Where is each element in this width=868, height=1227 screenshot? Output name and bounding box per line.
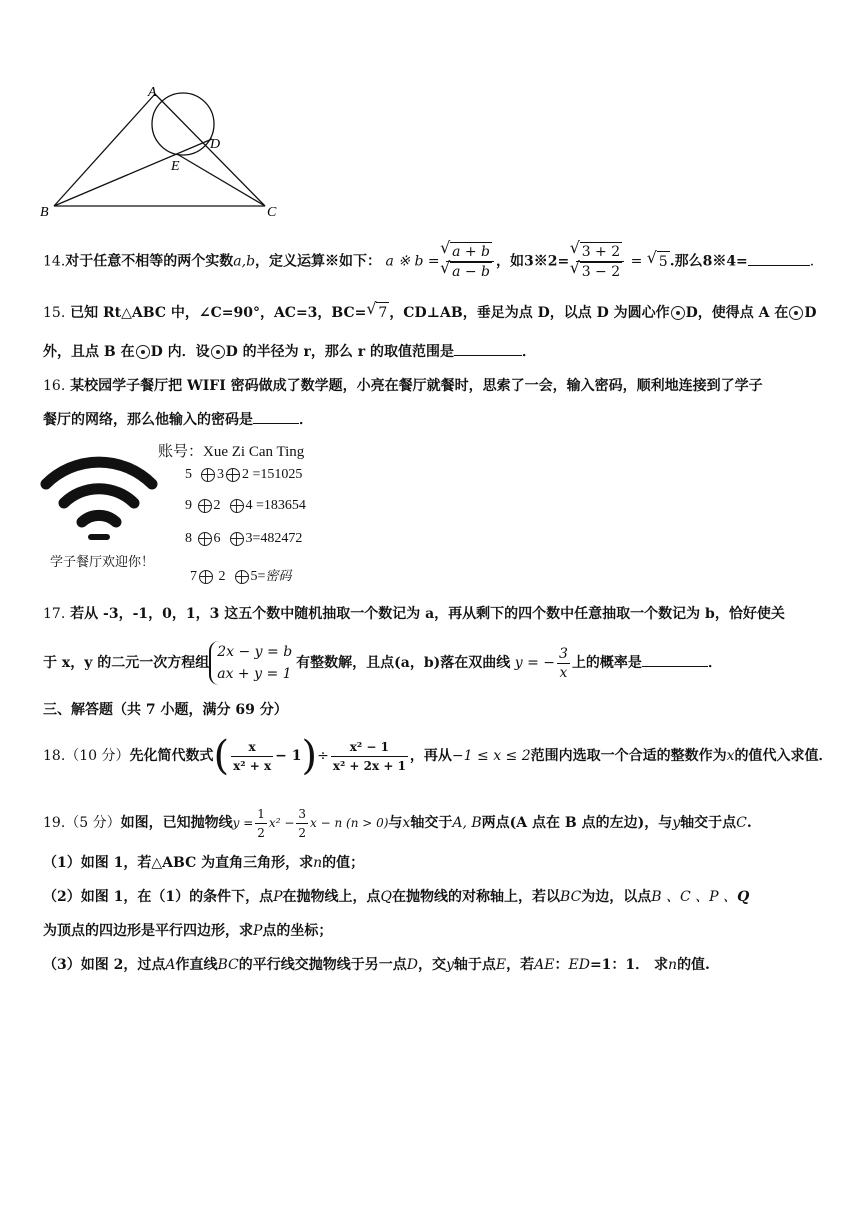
q19-p3c: 的平行线交抛物线于另一点 [238, 957, 407, 973]
circle-dot-icon [671, 306, 685, 320]
q17-eq1: 2x − y = b [217, 644, 293, 660]
q19-part3 [43, 955, 710, 975]
q16-line2: 餐厅的网络，那么他输入的密码是 [43, 412, 253, 428]
q19-ya: y [672, 815, 681, 831]
q19-p2a: （2）如图 1，在（1）的条件下，点 [43, 889, 274, 905]
q14-op: a ※ b = [385, 253, 440, 270]
q14-number: 14. [43, 253, 66, 270]
question-16-line1 [43, 376, 763, 396]
row3-b: 6 [213, 531, 221, 546]
q19-text5: 轴交于点 [680, 815, 737, 831]
row3-c: 3=482472 [245, 531, 303, 546]
segment-AB [54, 94, 155, 206]
section-3-heading: 三、解答题（共 7 小题，满分 69 分） [43, 702, 288, 718]
q15-o2: D [804, 305, 817, 321]
q16-end: ． [299, 412, 313, 428]
q19-y: y = [232, 816, 254, 830]
question-18: 18.（10 分）先化简代数式( $\frac{x}{\text{x² + x}}$ − 1)÷ $\frac{\text{x² − 1}}{\text{x² + 2x + 1}}$ ，再从−1 ≤ x ≤ 2范围内选取一个合适的整数作为x的值代入求值． [43, 733, 833, 779]
q14-example-fraction [576, 242, 624, 281]
q19-three-half [296, 805, 308, 842]
segment-BD [54, 139, 212, 206]
q18-f1den: x² + x [233, 758, 272, 773]
q19-p1: （1）如图 1，若△ABC 为直角三角形，求 [43, 855, 314, 871]
q19-p3f: ，若 [506, 957, 535, 973]
q19-mid: x² − [268, 816, 295, 830]
password-label: 密码 [265, 569, 292, 584]
q14-f2den: √ 3 − 2 [580, 262, 622, 281]
q18-text4: 的值代入求值． [734, 748, 833, 764]
q19-h1: 1 [255, 805, 267, 824]
q17-fnum: 3 [559, 645, 568, 662]
q17-fden: x [559, 664, 568, 681]
q19-p3BC: BC [217, 957, 239, 973]
q19-p3a: （3）如图 2，过点 [43, 957, 166, 973]
circled-plus-icon [226, 468, 240, 482]
q19-text2: 与 [388, 815, 403, 831]
q18-number: 18. [43, 748, 66, 764]
q19-p2pts: B 、C 、P 、 [651, 889, 738, 905]
q18-minus1: − 1 [275, 748, 302, 764]
q19-p3b: 作直线 [175, 957, 218, 973]
q18-fraction1 [231, 738, 273, 775]
q14-end: . [809, 253, 815, 270]
q17-answer-blank[interactable] [642, 666, 708, 667]
q17-line2b: 有整数解，且点(a，b)落在双曲线 [296, 655, 511, 671]
row1-a: 5 [185, 467, 192, 482]
row2-b: 2 [213, 498, 221, 513]
q19-p3D: D [406, 957, 418, 973]
q19-end: . [746, 815, 752, 831]
circle-dot-icon [789, 306, 803, 320]
q18-text1: 先化简代数式 [129, 748, 214, 764]
circle-dot-icon [136, 345, 150, 359]
q19-p2Qb: Q [737, 889, 750, 905]
q19-h2: 2 [257, 825, 265, 840]
row4-a: 7 [190, 569, 197, 584]
question-15-line2 [43, 342, 536, 362]
row2-a: 9 [185, 498, 192, 513]
q19-p3ED: ED [568, 957, 590, 973]
label-A: A [148, 85, 157, 100]
q18-f2den: x² + 2x + 1 [332, 758, 406, 773]
q19-part2-line1 [43, 887, 749, 907]
q19-p2BC: BC [560, 889, 582, 905]
q18-text3: 范围内选取一个合适的整数作为 [530, 748, 727, 764]
q15-line2c: D 的半径为 r，那么 r 的取值范围是 [225, 344, 454, 360]
wifi-icon [38, 446, 160, 542]
q15-end: ． [522, 344, 536, 360]
wifi-welcome-text: 学子餐厅欢迎你！ [50, 555, 155, 570]
q18-score: （10 分） [65, 748, 130, 764]
label-E: E [171, 159, 180, 174]
wifi-row-4 [190, 565, 291, 585]
q19-number: 19. [43, 815, 66, 831]
q17-line2c: 上的概率是 [571, 655, 642, 671]
q19-x: x [402, 815, 411, 831]
q19-p2c: 在抛物线的对称轴上，若以 [392, 889, 561, 905]
q17-equation-system [209, 641, 296, 685]
label-B: B [40, 205, 49, 220]
q14-text4: .那么8※4= [669, 253, 748, 270]
wifi-row-2 [185, 498, 306, 514]
q17-hyp: y = − [514, 655, 556, 671]
label-C: C [267, 205, 277, 220]
q19-p3i: 的值. [677, 957, 710, 973]
q18-x: x [726, 748, 735, 764]
q15-line2b: D 内．设 [150, 344, 210, 360]
q15-number: 15. [43, 305, 66, 321]
q18-fraction2 [331, 738, 408, 775]
q15-answer-blank[interactable] [454, 355, 522, 356]
q19-p2d: 为边，以点 [581, 889, 652, 905]
q19-part2-line2 [43, 921, 332, 941]
q17-line2a: 于 x，y 的二元一次方程组 [43, 655, 210, 671]
circle-dot-icon [211, 345, 225, 359]
q14-fden: √ a − b [450, 262, 492, 281]
q19-p2b: 在抛物线上，点 [282, 889, 381, 905]
q16-line1: 某校园学子餐厅把 WIFI 密码做成了数学题，小亮在餐厅就餐时，思索了一会，输入密码，顺利地连接到了学子 [70, 378, 763, 394]
row3-a: 8 [185, 531, 192, 546]
q19-p2line2b: 点的坐标； [262, 923, 333, 939]
q14-f2num: √ 3 + 2 [580, 242, 622, 261]
q17-fraction [557, 645, 570, 682]
q19-part1 [43, 853, 364, 873]
q18-f2num: x² − 1 [331, 738, 408, 757]
q19-score: （5 分） [65, 815, 121, 831]
q14-fnum: √ a + b [450, 242, 492, 261]
q19-p3g: ： [554, 957, 569, 973]
q19-p3d: ，交 [417, 957, 446, 973]
wifi-row-1 [185, 467, 302, 483]
q14-eq: = [630, 253, 643, 270]
q19-p3AE: AE [534, 957, 555, 973]
q19-AB: A, B [452, 815, 482, 831]
question-16-line2 [43, 410, 313, 430]
question-14 [43, 242, 814, 281]
q18-div: ÷ [317, 748, 329, 764]
question-15-line1 [43, 302, 817, 323]
q18-f1num: x [231, 738, 273, 757]
wifi-account: 账号：Xue Zi Can Ting [158, 444, 305, 460]
q19-t2: 2 [298, 825, 307, 840]
q19-C: C [736, 815, 747, 831]
q14-answer-blank[interactable] [748, 265, 810, 266]
q19-text1: 如图，已知抛物线 [120, 815, 233, 831]
q19-p3e: 轴于点 [453, 957, 496, 973]
geometry-figure [40, 82, 300, 222]
q19-text4: 两点(A 点在 B 点的左边)，与 [481, 815, 673, 831]
circled-plus-icon [230, 532, 244, 546]
row4-c: 5= [250, 569, 266, 584]
q19-half [255, 805, 267, 842]
circled-plus-icon [198, 532, 212, 546]
circled-plus-icon [235, 570, 249, 584]
question-17-line2 [43, 640, 722, 686]
q18-text2: ，再从 [409, 748, 452, 764]
q14-fraction [446, 242, 494, 281]
q19-p3h: =1：1． 求 [589, 957, 669, 973]
q19-p2line2P: P [253, 923, 263, 939]
q14-sqrt5: √ 5 [657, 251, 670, 272]
row4-b: 2 [218, 569, 226, 584]
q17-eq2: ax + y = 1 [217, 666, 292, 682]
circled-plus-icon [199, 570, 213, 584]
question-19 [43, 802, 752, 844]
q15-line1a: 已知 Rt△ABC 中，∠C=90°，AC=3，BC= [70, 305, 367, 321]
q14-vars: a,b [233, 253, 256, 270]
row1-b: 3 [217, 467, 224, 482]
question-17-line1 [43, 604, 785, 624]
q19-p3n: n [668, 957, 678, 973]
q19-p3A: A [165, 957, 176, 973]
q19-tail: x − n (n > 0) [310, 816, 389, 830]
q15-line2a: 外，且点 B 在 [43, 344, 135, 360]
q19-t1: 3 [296, 805, 308, 824]
label-D: D [210, 137, 221, 152]
q19-p2line2a: 为顶点的四边形是平行四边形，求 [43, 923, 253, 939]
q17-end: ． [707, 655, 722, 671]
q16-answer-blank[interactable] [253, 423, 299, 424]
q14-text1: 对于任意不相等的两个实数 [65, 253, 234, 270]
wifi-row-3 [185, 531, 302, 547]
q19-p2P: P [273, 889, 283, 905]
circled-plus-icon [230, 499, 244, 513]
q19-p2Q: Q [380, 889, 393, 905]
q15-line1b: ，CD⊥AB，垂足为点 D，以点 D 为圆心作 [389, 305, 670, 321]
q14-text2: ，定义运算※如下： [255, 253, 382, 270]
q19-p1n: n [313, 855, 323, 871]
q19-p1e: 的值； [322, 855, 365, 871]
q16-number: 16. [43, 378, 66, 394]
q14-text3: ，如3※2= [496, 253, 570, 270]
circled-plus-icon [198, 499, 212, 513]
q17-line1: 若从 -3，-1，0，1，3 这五个数中随机抽取一个数记为 a，再从剩下的四个数中任意抽取一个数记为 b，恰好使关 [70, 606, 785, 622]
circle [152, 93, 214, 155]
q17-number: 17. [43, 606, 66, 622]
q18-range: −1 ≤ x ≤ 2 [451, 748, 531, 764]
row1-c: 2 =151025 [242, 467, 303, 482]
q19-text3: 轴交于 [410, 815, 453, 831]
circled-plus-icon [201, 468, 215, 482]
q19-p3y: y [445, 957, 454, 973]
q19-p3E: E [495, 957, 507, 973]
q15-sqrt7: √ 7 [376, 302, 389, 323]
row2-c: 4 =183654 [245, 498, 306, 513]
q15-o1: D，使得点 A 在 [685, 305, 789, 321]
